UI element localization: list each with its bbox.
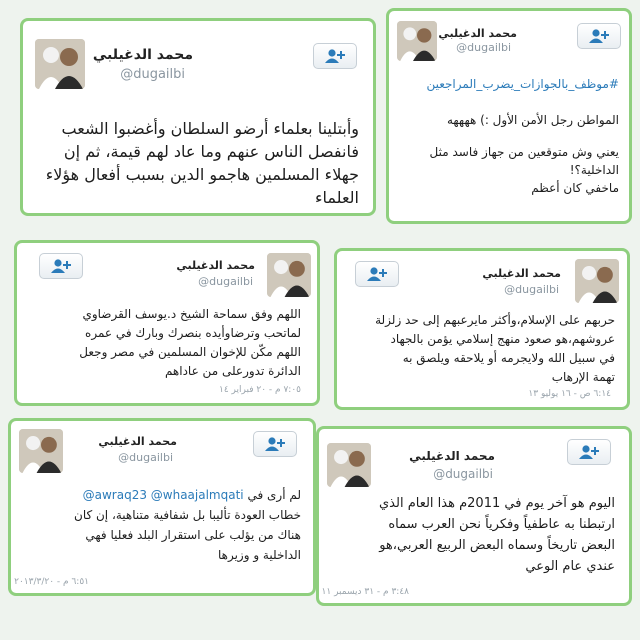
username[interactable]: @dugailbi	[456, 41, 511, 54]
display-name[interactable]: محمد الدغيلبي	[98, 435, 177, 448]
timestamp[interactable]: ٦:٥١ م - ٢٠١٣/٣/٢٠	[14, 577, 89, 587]
tweet-text: لم أرى في @awraq23 @whaajalmqati خطاب العودة تأليبا بل شفافية متناهية، إن كان هناك من يؤلب على استقرار البلد فعليا فهي الداخلية و وزيرها	[74, 488, 301, 562]
username[interactable]: @dugailbi	[120, 67, 185, 82]
mention-link[interactable]: @awraq23 @whaajalmqati	[82, 488, 244, 502]
tweet-text: المواطن رجل الأمن الأول :) ههههه يعني وش متوقعين من جهاز فاسد مثل الداخلية؟! ماخفي كان أعظم	[429, 113, 619, 195]
timestamp[interactable]: ٦:١٤ ص - ١٦ يوليو ١٣	[528, 389, 611, 399]
add-user-icon	[49, 258, 73, 274]
add-user-icon	[365, 266, 389, 282]
avatar[interactable]	[397, 21, 437, 61]
add-user-icon	[263, 436, 287, 452]
tweet-card	[386, 8, 632, 224]
hashtag-link[interactable]: #موظف_بالجوازات_يضرب_المراجعين	[426, 77, 619, 91]
tweet-text: اللهم وفق سماحة الشيخ د.يوسف القرضاوي لماتحب وترضاوأيده بنصرك وبارك في عمره اللهم مكّن للإخوان المسلمين في مصر وجعل الدائرة تدورعلى من عاداهم	[79, 307, 301, 378]
add-user-icon	[587, 28, 611, 44]
tweet-card	[8, 418, 316, 596]
username[interactable]: @dugailbi	[118, 451, 173, 464]
timestamp[interactable]: ٧:٠٥ م - ٢٠ فبراير ١٤	[219, 385, 301, 395]
avatar[interactable]	[267, 253, 311, 297]
avatar[interactable]	[575, 259, 619, 303]
avatar[interactable]	[327, 443, 371, 487]
avatar[interactable]	[35, 39, 85, 89]
username[interactable]: @dugailbi	[198, 275, 253, 288]
follow-button[interactable]	[355, 261, 399, 287]
follow-button[interactable]	[39, 253, 83, 279]
username[interactable]: @dugailbi	[504, 283, 559, 296]
display-name[interactable]: محمد الدغيلبي	[438, 27, 517, 40]
tweet-text: حربهم على الإسلام،وأكثر مايرعبهم إلى حد زلزلة عروشهم،هو صعود منهج إسلامي يؤمن بالجهاد في سبيل الله ولايجرمه أو يلاحقه ويلصق به تهمة الإرهاب	[375, 313, 615, 384]
timestamp[interactable]: ٣:٤٨ م - ٣١ ديسمبر ١١	[321, 587, 409, 597]
follow-button[interactable]	[253, 431, 297, 457]
tweet-card	[20, 18, 376, 216]
tweet-card	[14, 240, 320, 406]
tweet-card	[316, 426, 632, 606]
tweet-card	[334, 248, 630, 410]
add-user-icon	[323, 48, 347, 64]
follow-button[interactable]	[567, 439, 611, 465]
avatar[interactable]	[19, 429, 63, 473]
display-name[interactable]: محمد الدغيلبي	[176, 259, 255, 272]
display-name[interactable]: محمد الدغيلبي	[482, 267, 561, 280]
display-name[interactable]: محمد الدغيلبي	[409, 449, 495, 463]
tweet-text: وأبتلينا بعلماء أرضو السلطان وأغضبوا الشعب فانفصل الناس عنهم وما عاد لهم قيمة، ثم إن جهلاء المسلمين هاجمو الدين بسبب أفعال هؤلاء العلماء	[45, 119, 359, 207]
follow-button[interactable]	[313, 43, 357, 69]
tweet-text: اليوم هو آخر يوم في 2011م هذا العام الذي ارتبطنا به عاطفياً وفكرياً نحن العرب سماه البعض تاريخاً وسماه البعض الربيع العربي،هو عندي عام الوعي	[378, 496, 615, 574]
display-name[interactable]: محمد الدغيلبي	[92, 47, 193, 63]
add-user-icon	[577, 444, 601, 460]
username[interactable]: @dugailbi	[433, 467, 493, 481]
follow-button[interactable]	[577, 23, 621, 49]
